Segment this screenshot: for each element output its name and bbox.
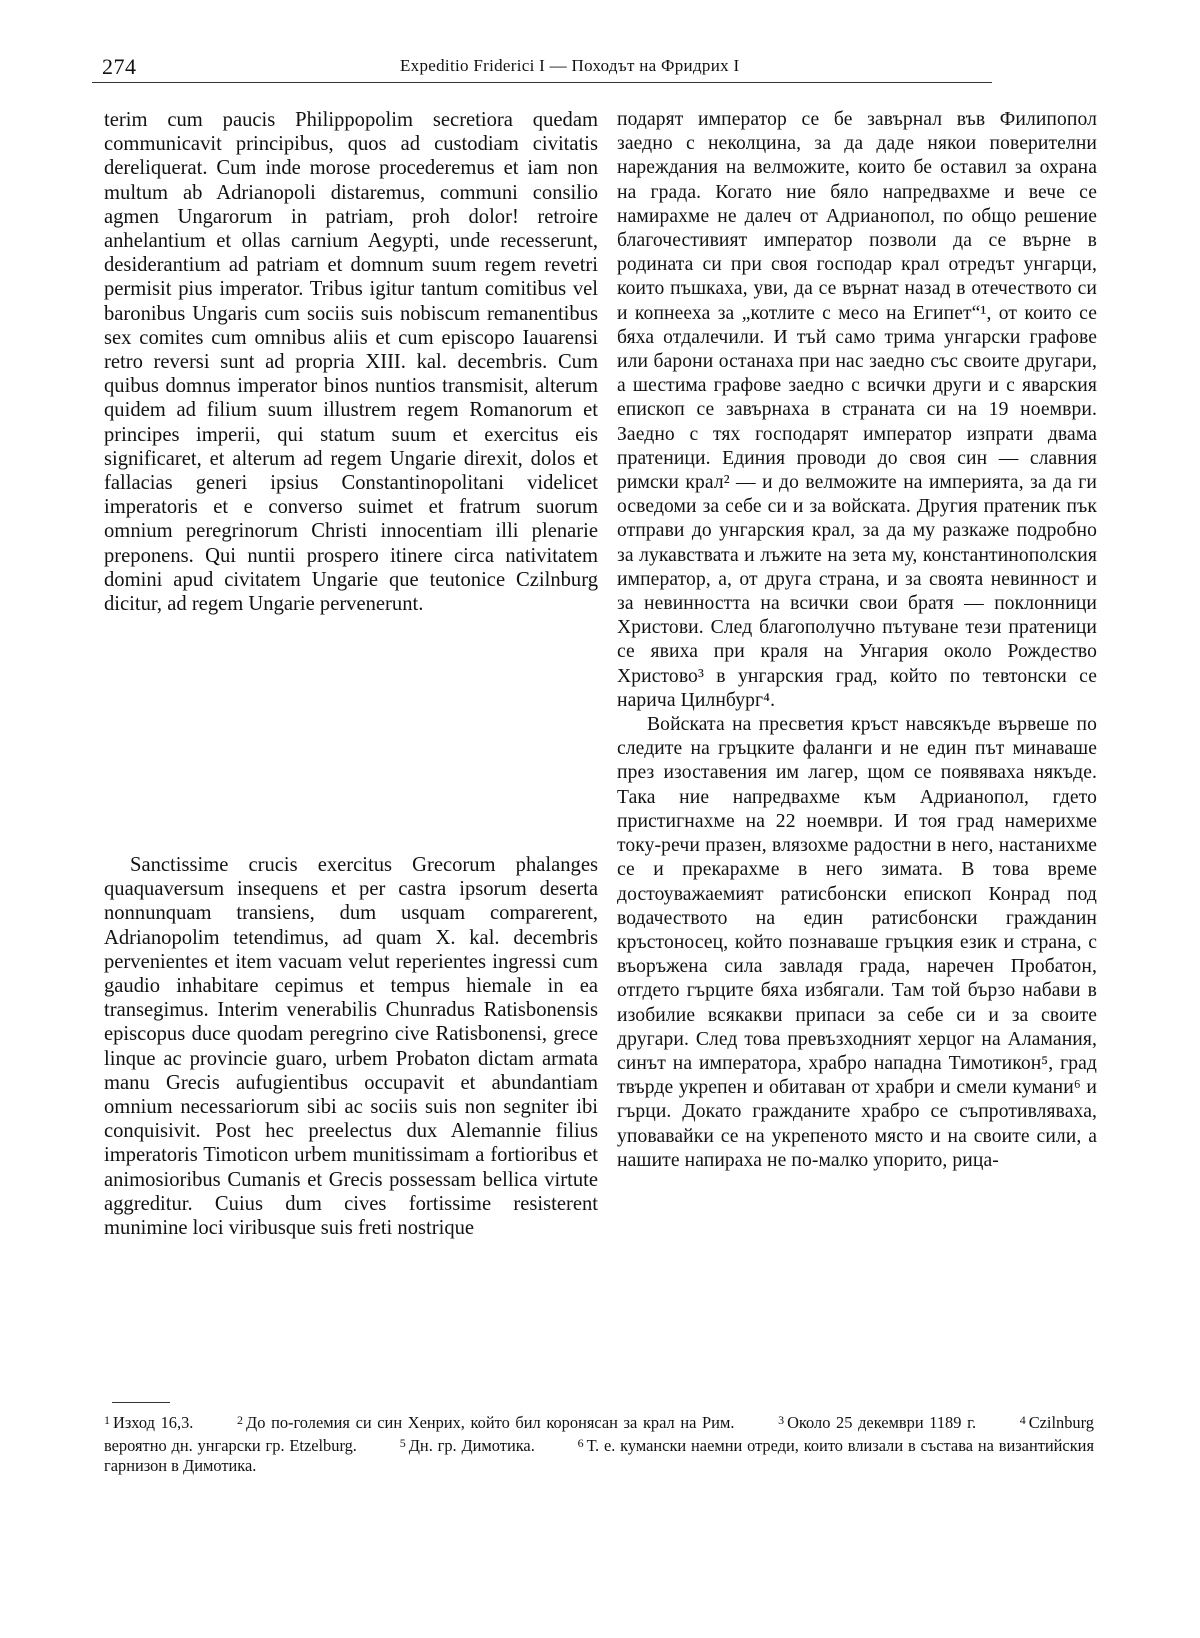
footnote-4: $^4$ Czilnburg вероятно дн. унгарски гр. Etzelburg.	[104, 1413, 1094, 1455]
footnote-2: $^2$ До по-големия си син Хенрих, който бил коронясан за крал на Рим.	[237, 1413, 735, 1432]
latin-column-top	[104, 108, 598, 616]
footnote-3: $^3$ Около 25 декември 1189 г.	[778, 1413, 977, 1432]
footnotes	[104, 1410, 1094, 1476]
latin-paragraph-1: terim cum paucis Philippopolim secretiora quedam communicavit principibus, quos ad custodiam civitatis dereliquerat. Cum inde morose procederemus et iam non multum ab Adrianopoli distaremus, communi consilio agmen Ungarorum in patriam, proh dolor! retroire anhelantium et ollas carnium Aegypti, unde recesserunt, desiderantium ad patriam et domnum suum regem revetri permisit pius imperator. Tribus igitur tantum comitibus vel baronibus Ungaris cum sociis suis nobiscum remanentibus sex comites cum omnibus aliis et cum episcopo Iauarensi retro reversi sunt ad propria XIII. kal. decembris. Cum quibus domnus imperator binos nuntios transmisit, alterum quidem ad filium suum illustrem regem Romanorum et principes imperii, qui statum suum et exercitus eis significaret, et alterum ad regem Ungarie direxit, dolos et fallacias generi ipsius Constantinopolitani videlicet imperatoris et e converso suimet et fratrum suorum omnium peregrinorum Christi innocentiam illi plenarie preponens. Qui nuntii prospero itinere circa nativitatem domini apud civitatem Ungarie que teutonice Czilnburg dicitur, ad regem Ungarie pervenerunt.	[104, 109, 598, 616]
bulgarian-paragraph-2: Войската на пресветия кръст навсякъде вървеше по следите на гръцките фаланги и не един път минаваше през изоставения им лагер, щом се появяваха някъде. Така ние напредвахме към Адрианопол, гдето пристигнахме на 22 ноември. И тоя град намерихме току-речи празен, влязохме радостни в него, настанихме се и прекарахме в него зимата. В това време достоуважаемият ратисбонски епископ Конрад под водачеството на един ратисбонски гражданин кръстоносец, който познаваше гръцкия език и страна, с въоръжена сила завладя града, наречен Пробатон, отгдето гърците бяха избягали. Там той бързо набави в изобилие всякакви припаси за себе си и за своите другари. След това превъзходният херцог на Аламания, синът на императора, храбро нападна Тимотикон⁵, град твърде укрепен и обитаван от храбри и смели кумани⁶ и гърци. Докато гражданите храбро се съпротивляваха, уповавайки се на укрепеното място и на своите сили, а нашите напираха не по-малко упорито, рица-	[617, 714, 1097, 1171]
footnote-5: $^5$ Дн. гр. Димотика.	[399, 1436, 535, 1455]
bulgarian-paragraph-1: подарят император се бе завърнал във Филипопол заедно с неколцина, за да даде някои поверителни нареждания на велможите, които бе оставил за охрана на града. Когато ние бяло напредвахме и вече се намирахме не далеч от Адрианопол, по общо решение благочестивият император позволи да се върне в родината си при своя господар крал отредът унгарци, които пъшкаха, уви, да се върнат назад в отечеството си и копнееха за „котлите с месо на Египет“¹, от които се бяха отдалечили. И тъй само трима унгарски графове или барони останаха при нас заедно със своите другари, а шестима графове заедно с всички други и с яварския епископ се завърнаха в страната си на 19 ноември. Заедно с тях господарят император изпрати двама пратеници. Единия проводи до своя син — славния римски крал² — и до велможите на империята, за да ги осведоми за себе си и за войската. Другия пратеник пък отправи до унгарския крал, за да му разкаже подробно за лукавствата и лъжите на зета му, константинополския император, а, от друга страна, и за своята невинност и за невинността на всички свои братя — поклонници Христови. След благополучно пътуване тези пратеници се явиха при краля на Унгария около Рождество Христово³ в унгарския град, който по тевтонски се нарича Цилнбург⁴.	[617, 109, 1097, 711]
page-header	[100, 52, 1100, 82]
header-rule	[92, 82, 992, 83]
page-number: 274	[102, 54, 137, 79]
bulgarian-column	[617, 108, 1097, 1173]
running-title: Expeditio Friderici I — Походът на Фридрих I	[400, 56, 740, 75]
footnote-6: $^6$ Т. е. кумански наемни отреди, които влизали в състава на византийския гарнизон в Димотика.	[104, 1436, 1094, 1475]
latin-column-bottom	[104, 853, 598, 1240]
footnote-rule	[112, 1402, 170, 1403]
latin-paragraph-2: Sanctissime crucis exercitus Grecorum phalanges quaquaversum insequens et per castra ipsorum deserta nonnunquam transiens, dum usquam comparerent, Adrianopolim tetendimus, ad quam X. kal. decembris pervenientes et item vacuam velut reperientes ingressi cum gaudio inhabitare cepimus et tempus hiemale in ea transegimus. Interim venerabilis Chunradus Ratisbonensis episcopus duce quodam peregrino cive Ratisbonensi, grece linque ac provincie guaro, urbem Probaton dictam armata manu Grecis aufugientibus occupavit et abundantiam omnium necessariorum sibi ac sociis suis non segniter ibi conquisivit. Post hec preelectus dux Alemannie filius imperatoris Timoticon urbem munitissimam a fortioribus et animosioribus Cumanis et Grecis possessam bellica virtute aggreditur. Cuius dum cives fortissime resisterent munimine loci viribusque suis freti nostrique	[104, 854, 598, 1240]
footnote-1: $^1$ Изход 16,3.	[104, 1413, 194, 1432]
